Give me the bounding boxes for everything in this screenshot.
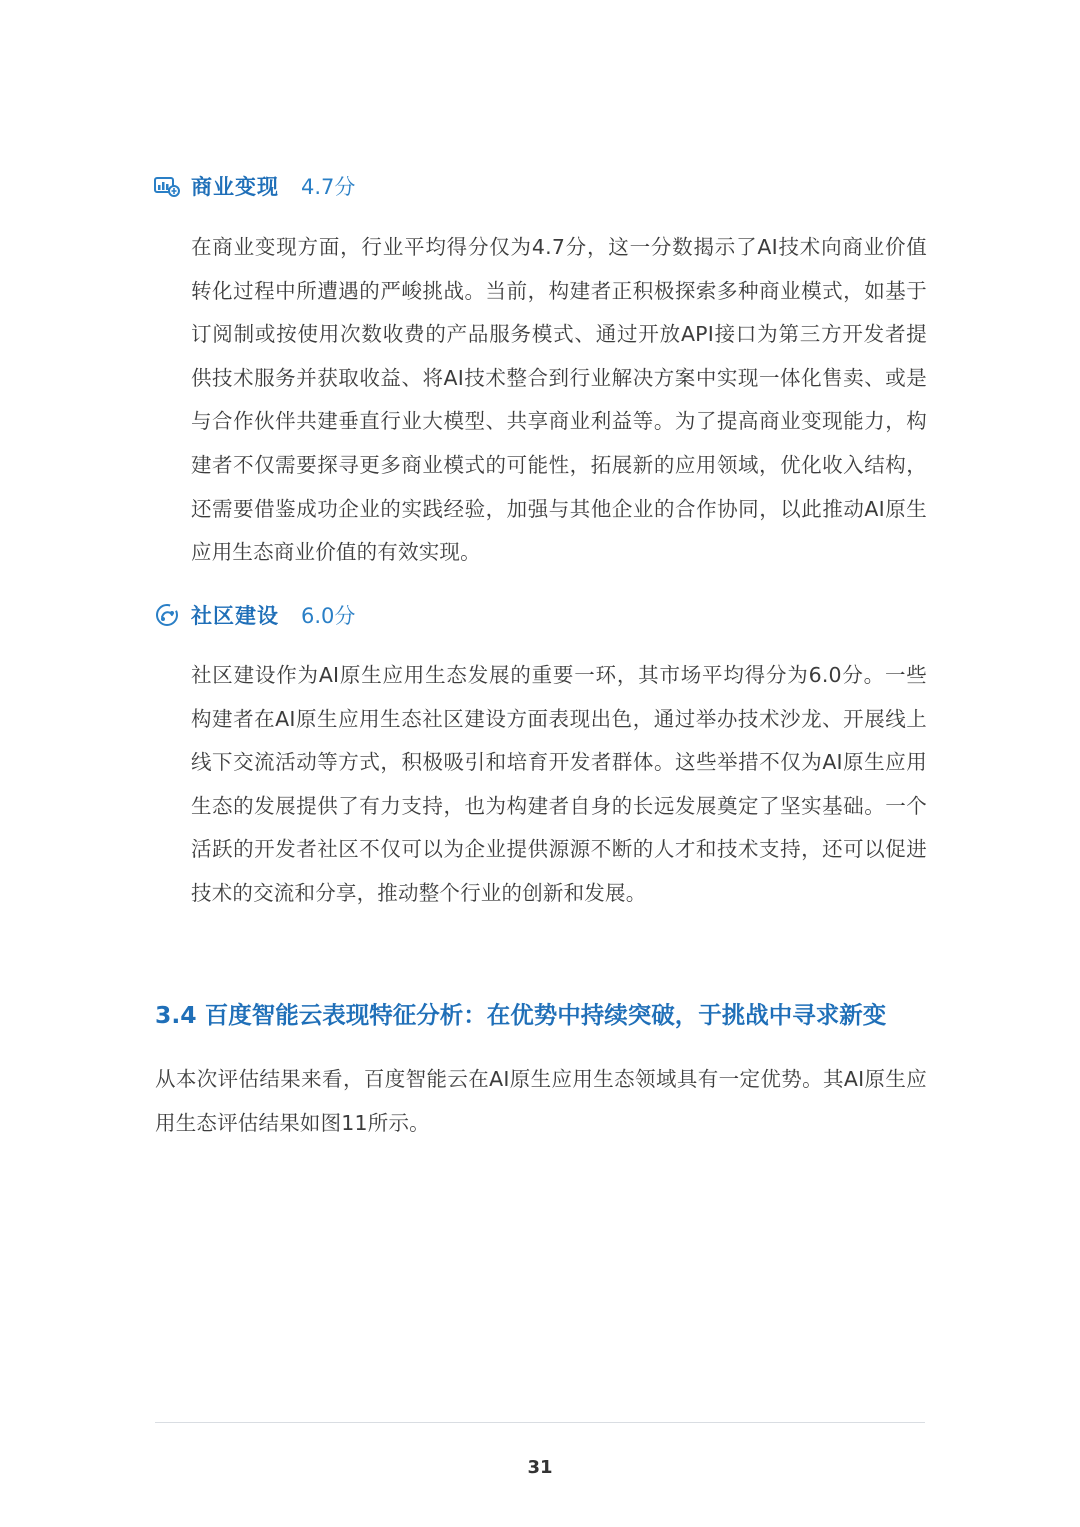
subsection-score: 6.0分: [301, 604, 356, 628]
community-paragraph: 社区建设作为AI原生应用生态发展的重要一环，其市场平均得分为6.0分。一些构建者在AI原生应用生态社区建设方面表现出色，通过举办技术沙龙、开展线上线下交流活动等方式，积极吸引和培育开发者群体。这些举措不仅为AI原生应用生态的发展提供了有力支持，也为构建者自身的长远发展奠定了坚实基础。一个活跃的开发者社区不仅可以为企业提供源源不断的人才和技术支持，还可以促进技术的交流和分享，推动整个行业的创新和发展。: [191, 663, 927, 905]
monetization-chart-icon: [153, 172, 181, 200]
section-heading: 3.4 百度智能云表现特征分析：在优势中持续突破，于挑战中寻求新变: [155, 1001, 887, 1029]
subsection-heading-community: [153, 597, 355, 633]
monetization-paragraph: 在商业变现方面，行业平均得分仅为4.7分，这一分数揭示了AI技术向商业价值转化过程中所遭遇的严峻挑战。当前，构建者正积极探索多种商业模式，如基于订阅制或按使用次数收费的产品服务模式、通过开放API接口为第三方开发者提供技术服务并获取收益、将AI技术整合到行业解决方案中实现一体化售卖、或是与合作伙伴共建垂直行业大模型、共享商业利益等。为了提高商业变现能力，构建者不仅需要探寻更多商业模式的可能性，拓展新的应用领域，优化收入结构，还需要借鉴成功企业的实践经验，加强与其他企业的合作协同，以此推动AI原生应用生态商业价值的有效实现。: [191, 235, 927, 565]
intro-paragraph: 从本次评估结果来看，百度智能云在AI原生应用生态领域具有一定优势。其AI原生应用生态评估结果如图11所示。: [155, 1067, 927, 1135]
page-number: 31: [527, 1457, 553, 1478]
footer-divider: [155, 1422, 925, 1423]
subsection-heading-monetization: [153, 168, 355, 204]
subsection-title: 社区建设: [191, 604, 279, 628]
subsection-score: 4.7分: [301, 175, 356, 199]
subsection-title: 商业变现: [191, 175, 279, 199]
community-icon: [153, 601, 181, 629]
